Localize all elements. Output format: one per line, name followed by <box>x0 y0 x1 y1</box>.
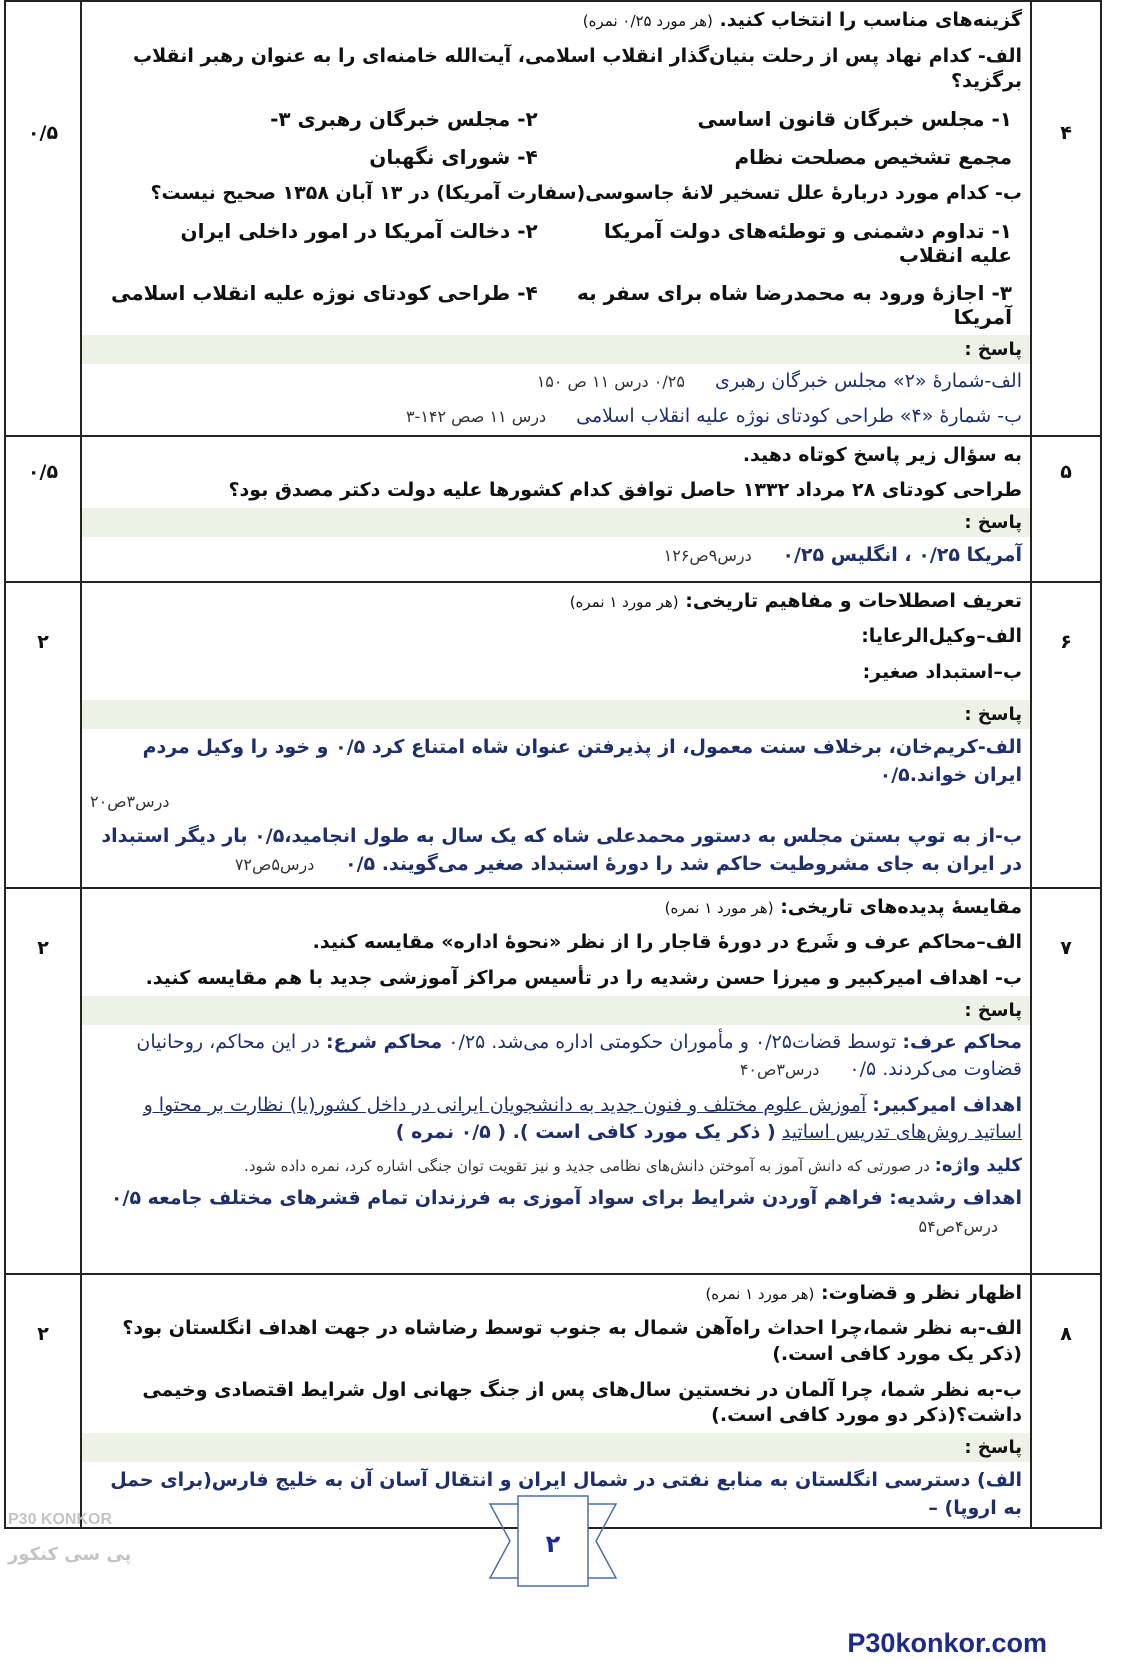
answer-a-key-1: محاکم عرف: <box>902 1030 1022 1053</box>
answer-b <box>82 818 1030 883</box>
answer-b-note: ( ذکر یک مورد کافی است ). ( ۰/۵ نمره ) <box>395 1121 776 1144</box>
answer-a-text-1: توسط قضات۰/۲۵ و مأموران حکومتی اداره می‌شد. ۰/۲۵ <box>448 1030 897 1053</box>
rushdie-ref: درس۴ص۵۴ <box>918 1217 998 1237</box>
answer-b-key: اهداف امیرکبیر: <box>872 1093 1022 1116</box>
p30konkor-logo <box>0 1500 130 1580</box>
question-row-6 <box>5 582 1101 888</box>
part-b-question: ب- کدام مورد دربارۀ علل تسخیر لانۀ جاسوسی(سفارت آمریکا) در ۱۳ آبان ۱۳۵۸ صحیح نیست؟ <box>150 181 1022 204</box>
question-row-4 <box>5 1 1101 436</box>
question-score <box>5 1 81 436</box>
question-number <box>1031 888 1101 1274</box>
logo-top-text: P30 KONKOR <box>8 1511 113 1528</box>
question-row-7 <box>5 888 1101 1274</box>
answer-a <box>82 729 1030 818</box>
answer-label: پاسخ : <box>82 700 1030 729</box>
question-title <box>82 1275 1030 1311</box>
answer-b-text: ب-از به توپ بستن مجلس به دستور محمدعلی شاه که یک سال به طول انجامید،۰/۵ بار دیگر استبداد در ایران به جای مشروطیت حاکم شد را دورۀ استبداد صغیر می‌گویند. ۰/۵ <box>101 824 1022 876</box>
title-text: تعریف اصطلاحات و مفاهیم تاریخی: <box>685 589 1022 612</box>
option-3[interactable]: مجمع تشخیص مصلحت نظام <box>734 144 1012 169</box>
question-title <box>82 889 1030 925</box>
title-note: (هر مورد ۱ نمره) <box>569 592 679 611</box>
part-b-options-row1 <box>82 211 1030 273</box>
part-a: الف-به نظر شما،چرا احداث راه‌آهن شمال به جنوب توسط رضاشاه در جهت اهداف انگلستان بود؟(ذکر یک مورد کافی است.) <box>122 1317 1022 1365</box>
option-2[interactable]: ۲- دخالت آمریکا در امور داخلی ایران <box>180 218 538 243</box>
question-content <box>81 436 1031 582</box>
question-row-5 <box>5 436 1101 582</box>
question-number <box>1031 1 1101 436</box>
answer-label: پاسخ : <box>82 996 1030 1025</box>
answer-b <box>82 1088 1030 1151</box>
question-content <box>81 1 1031 436</box>
part-b: ب–استبداد صغیر: <box>862 660 1022 683</box>
answer-a-text: الف-شمارۀ «۲» مجلس خبرگان رهبری <box>714 369 1022 392</box>
answer-b <box>82 399 1030 435</box>
score-text: ۲ <box>37 1322 49 1345</box>
answer-b-text: آموزش علوم مختلف و فنون جدید به دانشجویان ایرانی در داخل کشور(یا) نظارت بر محتوا و اساتید روش‌های تدریس اساتید <box>143 1093 1022 1144</box>
answer-a: الف) دسترسی انگلستان به منابع نفتی در شمال ایران و انتقال آسان آن به خلیج فارس(برای حمل به اروپا) – <box>110 1468 1022 1520</box>
answer-a-ref: درس۳ص۲۰ <box>90 791 170 811</box>
logo-bottom-text: پی سی کنکور <box>8 1544 130 1565</box>
answer-a-ref: درس۳ص۴۰ <box>739 1060 820 1080</box>
question-number <box>1031 436 1101 582</box>
title-text: اظهار نظر و قضاوت: <box>821 1281 1022 1304</box>
answer-b-text: ب- شمارۀ «۴» طراحی کودتای نوژه علیه انقلاب اسلامی <box>576 405 1022 428</box>
answer <box>82 537 1030 574</box>
option-1[interactable]: ۱- تداوم دشمنی و توطئه‌های دولت آمریکا علیه انقلاب <box>603 218 1012 267</box>
answer-text: آمریکا ۰/۲۵ ، انگلیس ۰/۲۵ <box>782 543 1022 566</box>
keyword-label: کلید واژه: <box>934 1154 1022 1176</box>
answer-b-ref: درس ۱۱ صص ۱۴۲-۳ <box>405 407 547 427</box>
answer-a-text-2: در این محاکم، روحانیان قضاوت می‌کردند. ۰/۵ <box>136 1030 1022 1081</box>
option-2[interactable]: ۲- مجلس خبرگان رهبری ۳- <box>270 106 538 131</box>
question-content <box>81 888 1031 1274</box>
question-score <box>5 582 81 888</box>
option-4[interactable]: ۴- طراحی کودتای نوژه علیه انقلاب اسلامی <box>111 280 538 305</box>
keyword-note <box>82 1151 1030 1180</box>
answer-label: پاسخ : <box>82 1433 1030 1462</box>
answer-a <box>82 364 1030 400</box>
answer-rushdie <box>82 1180 1030 1245</box>
score-text: ۲ <box>37 936 49 959</box>
part-b: ب- اهداف امیرکبیر و میرزا حسن رشدیه را در تأسیس مراکز آموزشی جدید با هم مقایسه کنید. <box>145 966 1022 989</box>
answer-a-ref: ۰/۲۵ درس ۱۱ ص ۱۵۰ <box>536 371 685 391</box>
answer-a-text: الف-کریم‌خان، برخلاف سنت معمول، از پذیرفتن عنوان شاه امتناع کرد ۰/۵ و خود را وکیل مردم ایران خواند.۰/۵ <box>142 735 1022 787</box>
part-a-question: الف- کدام نهاد پس از رحلت بنیان‌گذار انقلاب اسلامی، آیت‌الله خامنه‌ای را به عنوان رهبر انقلاب برگزید؟ <box>133 44 1022 93</box>
part-b: ب-به نظر شما، چرا آلمان در نخستین سال‌های پس از جنگ جهانی اول شرایط اقتصادی وخیمی داشت؟(ذکر دو مورد کافی است.) <box>142 1378 1022 1427</box>
question-title <box>82 583 1030 619</box>
title-text: مقایسۀ پدیده‌های تاریخی: <box>780 895 1022 918</box>
rushdie-label: اهداف رشدیه: <box>889 1186 1022 1209</box>
answer-label: پاسخ : <box>82 335 1030 364</box>
ribbon-icon <box>488 1486 618 1596</box>
question-content <box>81 582 1031 888</box>
question-title: به سؤال زیر پاسخ کوتاه دهید. <box>742 443 1022 466</box>
option-4[interactable]: ۴- شورای نگهبان <box>369 144 538 169</box>
title-note: (هر مورد ۱ نمره) <box>705 1284 815 1303</box>
question-score <box>5 1274 81 1528</box>
part-a: الف–وکیل‌الرعایا: <box>861 625 1022 648</box>
title-note: (هر مورد ۰/۲۵ نمره) <box>582 12 713 30</box>
rushdie-text: فراهم آوردن شرایط برای سواد آموزی به فرزندان تمام قشرهای مختلف جامعه ۰/۵ <box>110 1186 883 1209</box>
question-score <box>5 888 81 1274</box>
question-number-text: ۸ <box>1060 1322 1072 1345</box>
question-number-text: ۵ <box>1060 460 1072 483</box>
answer-ref: درس۹ص۱۲۶ <box>663 545 752 565</box>
option-3[interactable]: ۳- اجازۀ ورود به محمدرضا شاه برای سفر به آمریکا <box>577 280 1012 329</box>
logo-icon <box>0 1500 130 1580</box>
score-text: ۰/۵ <box>27 460 59 483</box>
question-score <box>5 436 81 582</box>
answer-a <box>82 1025 1030 1088</box>
part-b-options-row2 <box>82 273 1030 335</box>
question-title <box>82 2 1030 38</box>
score-text: ۲ <box>37 630 49 653</box>
score-text: ۰/۵ <box>27 122 59 144</box>
title-note: (هر مورد ۱ نمره) <box>664 898 774 917</box>
question-number <box>1031 1274 1101 1528</box>
answer-label: پاسخ : <box>82 508 1030 537</box>
title-text: گزینه‌های مناسب را انتخاب کنید. <box>719 9 1022 31</box>
part-a-options-row1 <box>82 99 1030 137</box>
question-number-text: ۶ <box>1060 630 1072 653</box>
page-number-ribbon <box>488 1486 618 1596</box>
question-number <box>1031 582 1101 888</box>
question-number-text: ۷ <box>1060 936 1072 959</box>
option-1[interactable]: ۱- مجلس خبرگان قانون اساسی <box>697 106 1012 131</box>
answer-b-ref: درس۵ص۷۲ <box>234 855 315 875</box>
keyword-text: در صورتی که دانش آموز به آموختن دانش‌های نظامی جدید و نیز تقویت توان جنگی اشاره کرد، نمره داده شود. <box>244 1156 930 1175</box>
exam-table <box>4 0 1102 1529</box>
question-number-text: ۴ <box>1060 122 1072 144</box>
answer-a-key-2: محاکم شرع: <box>325 1030 443 1053</box>
page-number: ۲ <box>545 1530 561 1558</box>
part-a-options-row2 <box>82 137 1030 175</box>
question-text: طراحی کودتای ۲۸ مرداد ۱۳۳۲ حاصل توافق کدام کشورها علیه دولت دکتر مصدق بود؟ <box>228 479 1022 502</box>
part-a: الف–محاکم عرف و شَرع در دورۀ قاجار را از نظر «نحوۀ اداره» مقایسه کنید. <box>312 931 1022 954</box>
site-url[interactable]: P30konkor.com <box>847 1628 1047 1658</box>
